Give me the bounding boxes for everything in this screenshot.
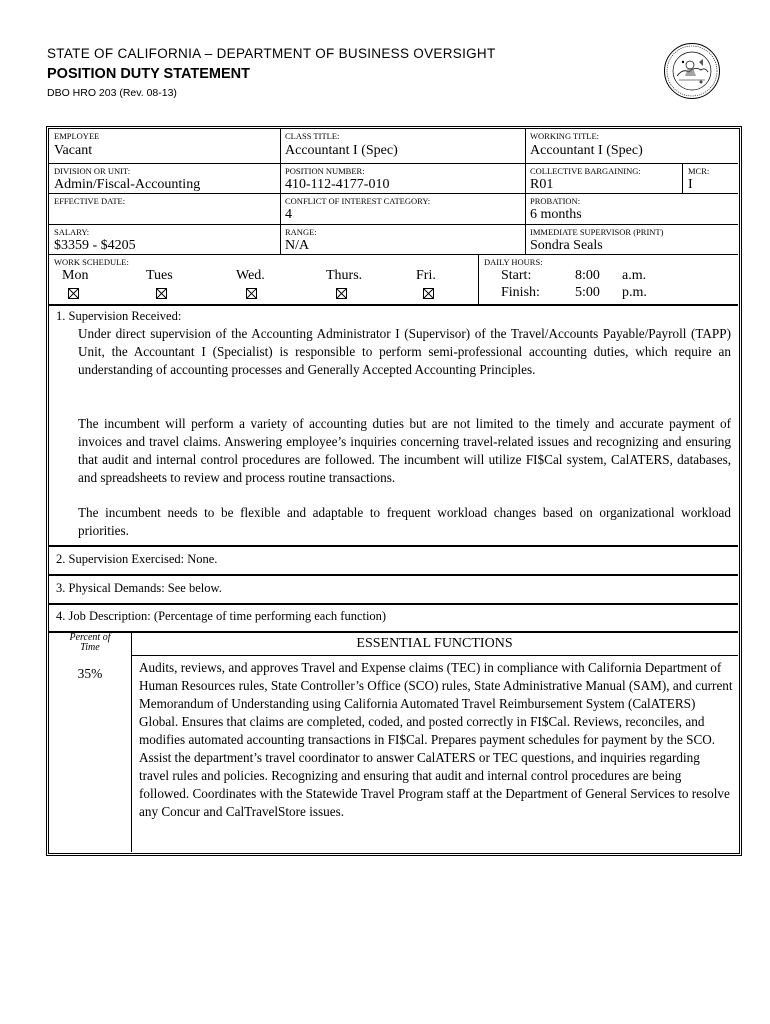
checkbox-fri[interactable] [423, 288, 434, 299]
range-value[interactable]: N/A [285, 238, 310, 253]
job-description-heading: 4. Job Description: (Percentage of time performing each function) [56, 609, 387, 623]
state-seal-icon [663, 42, 721, 100]
function-percent: 35% [77, 666, 103, 681]
day-label-fri: Fri. [416, 268, 436, 283]
day-label-tues: Tues [146, 268, 173, 283]
daily-hours-label: DAILY HOURS: [484, 257, 543, 267]
finish-time[interactable]: 5:00 [575, 285, 600, 300]
class-title-value[interactable]: Accountant I (Spec) [285, 143, 398, 158]
effective-date-label: EFFECTIVE DATE: [54, 196, 126, 206]
day-label-thurs: Thurs. [326, 268, 363, 283]
checkbox-wed[interactable] [246, 288, 257, 299]
day-label-wed: Wed. [236, 268, 265, 283]
work-schedule-label: WORK SCHEDULE: [54, 257, 129, 267]
start-ampm: a.m. [622, 268, 647, 283]
physical-demands: 3. Physical Demands: See below. [56, 581, 222, 595]
mcr-label: MCR: [688, 166, 710, 176]
page-title: POSITION DUTY STATEMENT [47, 66, 251, 82]
salary-label: SALARY: [54, 227, 90, 237]
mcr-value[interactable]: I [688, 177, 693, 192]
supervisor-label-text: IMMEDIATE SUPERVISOR (PRINT) [530, 227, 664, 237]
supervision-received-paragraph-1: Under direct supervision of the Accounting Administrator I (Supervisor) of the Travel/Accounts Payable/Payroll (TAPP) Unit, the Accountant I (Specialist) is responsible to perform semi-professional accounting duties, which require an understanding of accounting processes and Generally Accepted Accounting Principles. [78, 326, 731, 377]
class-title-label: CLASS TITLE: [285, 131, 340, 141]
percent-of-time-header [50, 633, 130, 653]
checkbox-thurs[interactable] [336, 288, 347, 299]
finish-ampm: p.m. [622, 285, 647, 300]
probation-label: PROBATION: [530, 196, 581, 206]
salary-value[interactable]: $3359 - $4205 [54, 238, 136, 253]
position-number-label: POSITION NUMBER: [285, 166, 365, 176]
form-id: DBO HRO 203 (Rev. 08-13) [47, 87, 177, 99]
checkbox-mon[interactable] [68, 288, 79, 299]
supervision-received-paragraph-3: The incumbent needs to be flexible and adaptable to frequent workload changes based on organizational workload priorities. [78, 505, 731, 538]
division-value[interactable]: Admin/Fiscal-Accounting [54, 177, 201, 192]
supervision-received-paragraph-2: The incumbent will perform a variety of accounting duties but are not limited to the timely and accurate payment of invoices and travel claims. Answering employee’s inquiries concerning travel-related issues and recognizing and ensuring that audit and internal control procedures are followed. The incumbent will utilize FI$Cal system, CalATERS, databases, and spreadsheets to review and process routine transactions. [78, 416, 731, 485]
finish-label: Finish: [501, 285, 540, 300]
employee-label: EMPLOYEE [54, 131, 100, 141]
working-title-value[interactable]: Accountant I (Spec) [530, 143, 643, 158]
position-number-value[interactable]: 410-112-4177-010 [285, 177, 390, 192]
working-title-label: WORKING TITLE: [530, 131, 600, 141]
start-label: Start: [501, 268, 532, 283]
start-time[interactable]: 8:00 [575, 268, 600, 283]
probation-value[interactable]: 6 months [530, 207, 582, 222]
collective-bargaining-value[interactable]: R01 [530, 177, 554, 192]
essential-functions-heading: ESSENTIAL FUNCTIONS [356, 636, 513, 651]
employee-value[interactable]: Vacant [54, 143, 93, 158]
day-label-mon: Mon [62, 268, 89, 283]
supervision-exercised: 2. Supervision Exercised: None. [56, 552, 218, 566]
range-label: RANGE: [285, 227, 317, 237]
conflict-category-value[interactable]: 4 [285, 207, 292, 222]
collective-bargaining-label: COLLECTIVE BARGAINING: [530, 166, 641, 176]
function-description: Audits, reviews, and approves Travel and Expense claims (TEC) in compliance with California Department of Human Resources rules, State Controller’s Office (SCO) rules, State Administrative Manual (SAM), and current Memorandum of Understanding using California Automated Travel Reimbursement System (CalATERS) Global. Ensures that claims are completed, coded, and posted correctly in FI$Cal. Reviews, reconciles, and modifies automated accounting transactions in FI$Cal. Prepares payment schedules for payment by the SCO. Assist the department’s travel coordinator to answer CalATERS or TEC questions, and inquiries regarding travel rules and policies. Recognizing and ensuring that audit and internal control procedures are being followed. Coordinates with the Statewide Travel Program staff at the Department of General Services to resolve any Concur and CalTravelStore issues. [139, 660, 733, 819]
supervisor-label [530, 227, 663, 237]
division-label: DIVISION OR UNIT: [54, 166, 131, 176]
agency-heading: STATE OF CALIFORNIA – DEPARTMENT OF BUSINESS OVERSIGHT [47, 46, 496, 61]
conflict-category-label: CONFLICT OF INTEREST CATEGORY: [285, 196, 431, 206]
supervision-received-heading: 1. Supervision Received: [56, 309, 182, 323]
supervisor-value[interactable]: Sondra Seals [530, 238, 603, 253]
checkbox-tues[interactable] [156, 288, 167, 299]
percent-of-time-text: Percent of Time [69, 632, 111, 653]
